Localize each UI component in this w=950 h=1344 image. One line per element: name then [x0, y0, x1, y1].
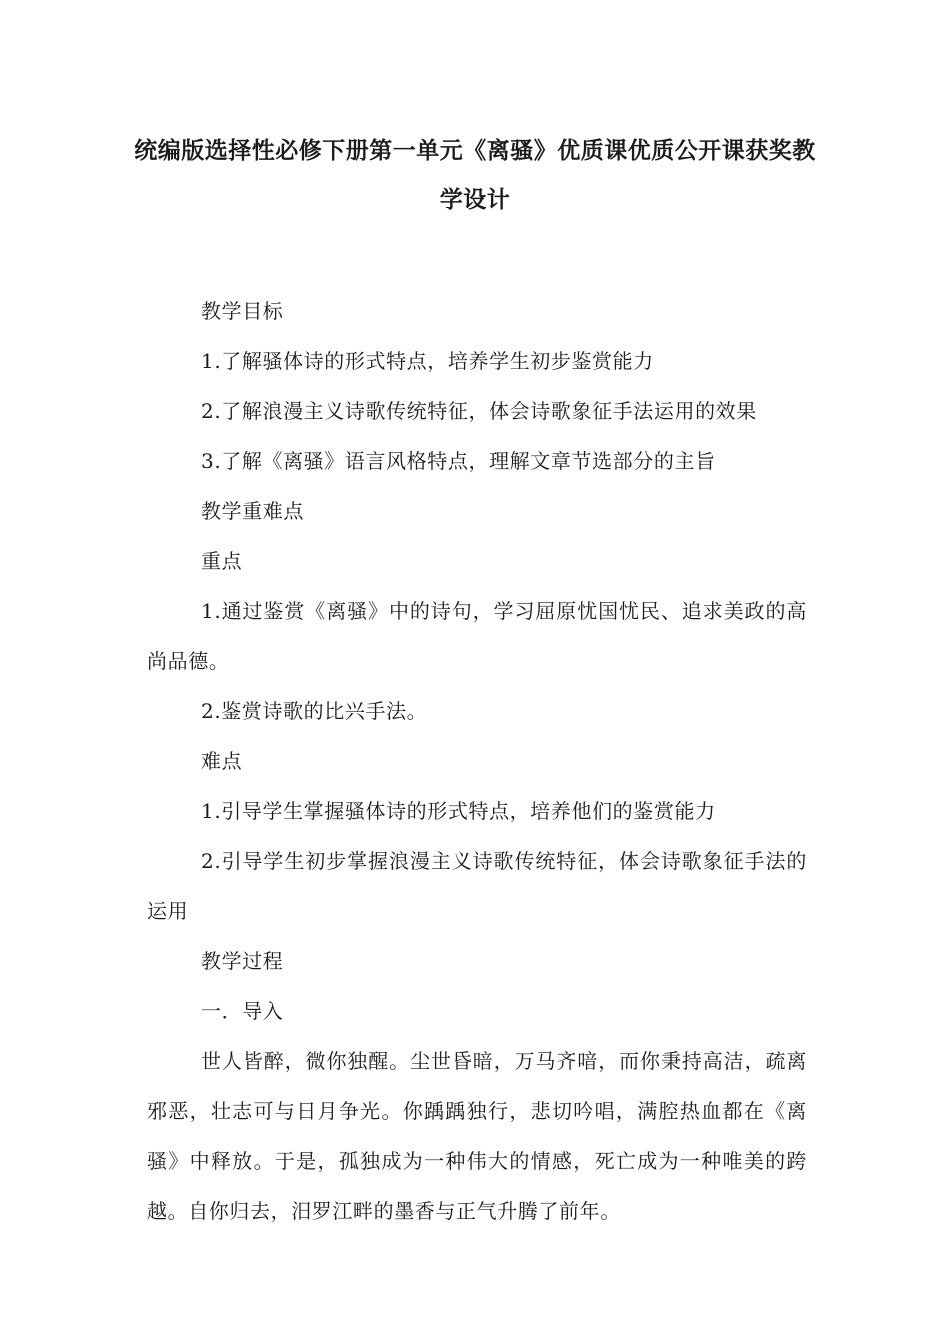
goal-item-1: 1.了解骚体诗的形式特点，培养学生初步鉴赏能力	[201, 349, 654, 373]
difficulty-item-1: 1.引导学生掌握骚体诗的形式特点，培养他们的鉴赏能力	[201, 799, 716, 823]
heading-key-difficulties: 教学重难点	[201, 499, 304, 523]
key-point-item-1: 1.通过鉴赏《离骚》中的诗句，学习屈原忧国忧民、追求美政的高尚品德。	[147, 599, 807, 673]
heading-teaching-process: 教学过程	[201, 949, 284, 973]
difficulty-item-2: 2.引导学生初步掌握浪漫主义诗歌传统特征，体会诗歌象征手法的运用	[147, 849, 807, 923]
section-introduction: 一．导入	[201, 999, 284, 1023]
document-body	[147, 286, 807, 1236]
introduction-paragraph: 世人皆醉，微你独醒。尘世昏暗，万马齐喑，而你秉持高洁，疏离邪恶，壮志可与日月争光。你踽踽独行，悲切吟唱，满腔热血都在《离骚》中释放。于是，孤独成为一种伟大的情感，死亡成为一种唯美的跨越。自你归去，汨罗江畔的墨香与正气升腾了前年。	[147, 1049, 807, 1223]
document-title-line-2: 学设计	[439, 187, 511, 213]
key-point-item-2: 2.鉴赏诗歌的比兴手法。	[201, 699, 428, 723]
subheading-key-points: 重点	[201, 549, 243, 573]
subheading-difficulties: 难点	[201, 749, 243, 773]
goal-item-2: 2.了解浪漫主义诗歌传统特征，体会诗歌象征手法运用的效果	[201, 399, 757, 423]
goal-item-3: 3.了解《离骚》语言风格特点，理解文章节选部分的主旨	[201, 449, 716, 473]
document-title-line-1: 统编版选择性必修下册第一单元《离骚》优质课优质公开课获奖教	[134, 138, 816, 164]
heading-teaching-goals: 教学目标	[201, 299, 284, 323]
